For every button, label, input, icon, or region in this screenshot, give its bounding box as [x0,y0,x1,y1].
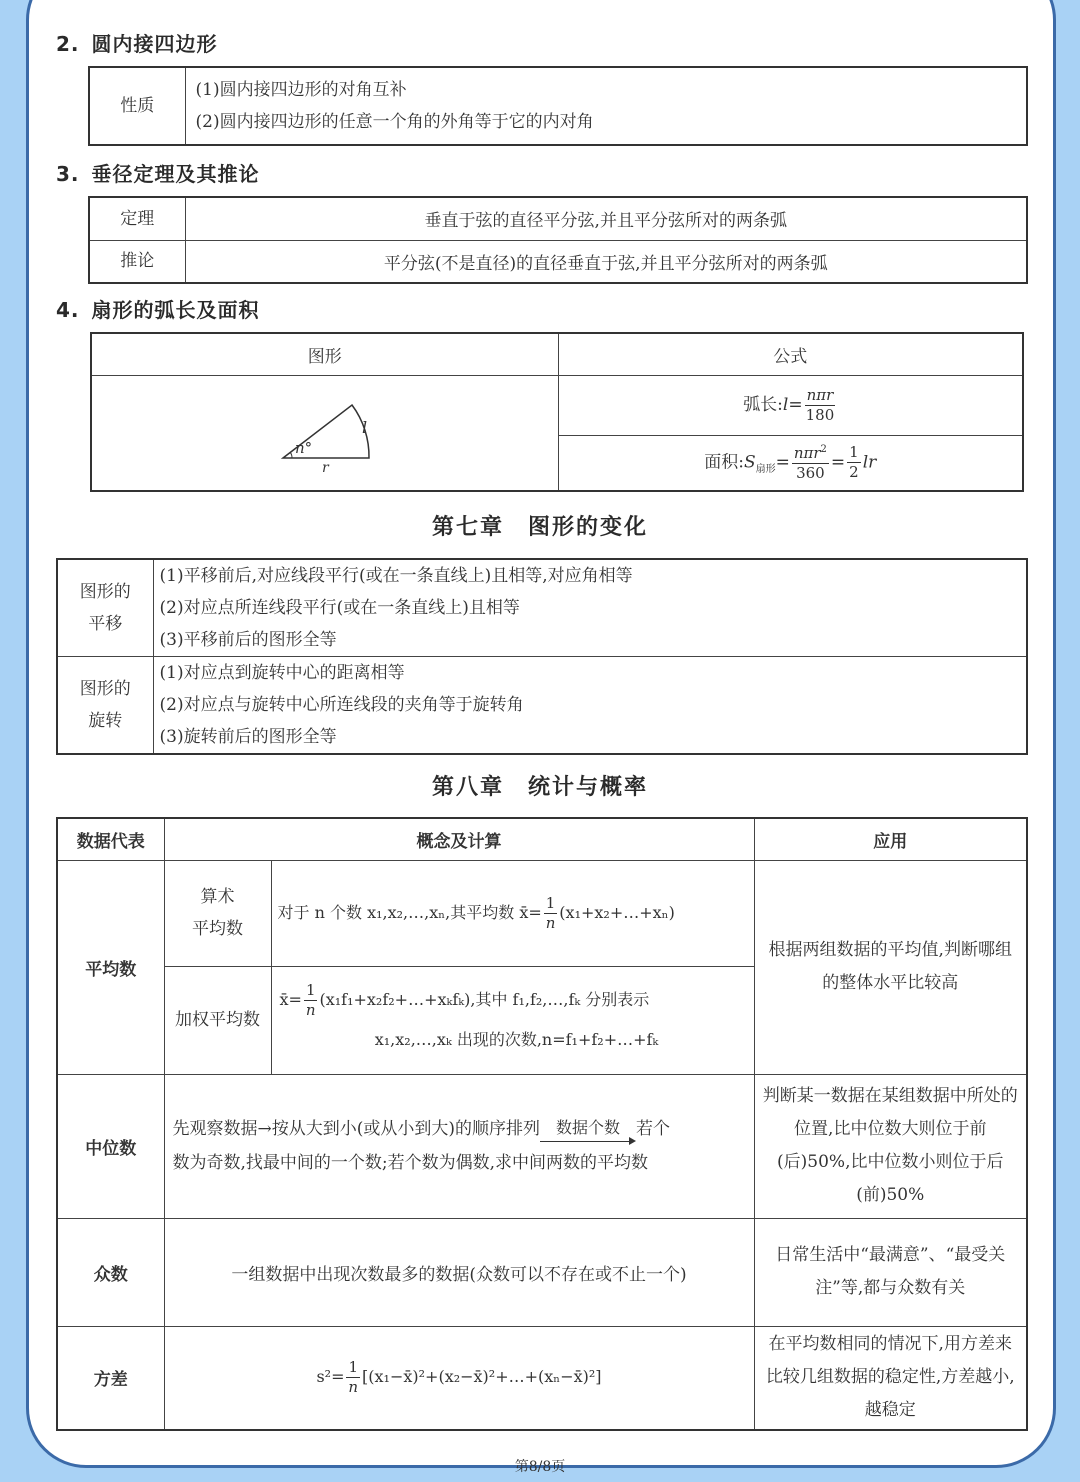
weighted-mean-formula [271,966,754,1074]
fraction [792,445,829,481]
label-line: 图形的 [79,679,131,699]
arc-length-formula: 弧长:l= $\frac{\text{nπr}}{180}$ [558,375,1023,435]
denominator: 180 [805,405,835,424]
numerator: 1 [849,443,859,462]
arrow-with-label [540,1120,636,1146]
numerator: nπr [806,385,834,404]
section-number: 2. [56,32,80,56]
statistics-table [56,817,1028,1431]
arith-mean-label [164,860,271,966]
row-label-translation [57,559,153,657]
section-title: 圆内接四边形 [91,32,218,56]
fraction [346,1360,360,1395]
property-item: (1)对应点到旋转中心的距离相等 [159,663,405,683]
sector-figure-cell [91,375,558,491]
description-text: 若个 [636,1119,671,1139]
sector-table [90,332,1024,492]
cyclic-quad-table [88,66,1028,146]
row-label: 推论 [89,240,185,283]
arrow-label: 数据个数 [556,1118,621,1137]
label-line: 旋转 [88,711,123,731]
denominator: n [545,913,556,932]
property-item: (2)对应点所连线段平行(或在一条直线上)且相等 [159,598,520,618]
chapter-8-title: 第八章 统计与概率 [431,775,648,800]
formula-text: x̄= [279,990,302,1009]
corollary-text: 平分弦(不是直径)的直径垂直于弦,并且平分弦所对的两条弧 [185,240,1027,283]
label-line: 平均数 [192,919,243,939]
row-label-median: 中位数 [57,1074,164,1218]
label-line: 平移 [88,614,123,634]
mode-description: 一组数据中出现次数最多的数据(众数可以不存在或不止一个) [164,1218,754,1326]
section-4-heading [56,294,260,323]
header-concept: 概念及计算 [164,818,754,860]
numerator: nπr [793,443,821,462]
denominator: n [305,1001,316,1019]
angle-label: n° [295,438,313,457]
row-label-mode: 众数 [57,1218,164,1326]
median-application: 判断某一数据在某组数据中所处的位置,比中位数大则位于前(后)50%,比中位数小则位于后(前)50% [754,1074,1027,1218]
section-number: 4. [56,298,80,322]
right-arrow-icon [540,1136,636,1146]
page-number: 第8/8页 [514,1459,566,1475]
variance-application: 在平均数相同的情况下,用方差来比较几组数据的稳定性,方差越小,越稳定 [754,1326,1027,1430]
fraction [847,445,861,480]
denominator: 2 [849,463,859,482]
section-title: 垂径定理及其推论 [91,162,260,186]
formula-lhs: l [782,394,789,415]
median-description [164,1074,754,1218]
row-label: 定理 [89,197,185,240]
header-formula: 公式 [558,333,1023,375]
perpendicular-diameter-table [88,196,1028,284]
numerator: 1 [305,981,316,999]
numerator: 1 [348,1358,359,1377]
superscript: 2 [820,443,827,455]
property-item: (1)平移前后,对应线段平行(或在一条直线上)且相等,对应角相等 [159,566,633,586]
row-label-rotation [57,657,153,755]
formula-label: 弧长: [743,394,783,415]
header-application: 应用 [754,818,1027,860]
arc-label: l [362,417,368,437]
row-label: 性质 [89,67,185,145]
row-label-mean: 平均数 [57,860,164,1074]
fraction [805,385,836,424]
subscript: 扇形 [755,463,776,475]
section-2-heading [56,28,218,57]
chapter-7-title: 第七章 图形的变化 [431,515,648,540]
header-figure: 图形 [91,333,558,375]
fraction [544,893,558,932]
denominator: 360 [796,463,825,482]
weighted-mean-label: 加权平均数 [164,966,271,1074]
property-item: (3)平移前后的图形全等 [159,630,337,650]
section-3-heading [56,158,260,187]
property-item: (3)旋转前后的图形全等 [159,727,337,747]
radius-label: r [322,459,329,476]
mode-application: 日常生活中“最满意”、“最受关注”等,都与众数有关 [754,1218,1027,1326]
formula-text: x₁,x₂,…,xₖ 出现的次数,n=f₁+f₂+…+fₖ [374,1030,659,1049]
formula-tail: lr [862,452,877,473]
property-item: (1)圆内接四边形的对角互补 [195,80,407,100]
transformation-table [56,558,1028,755]
numerator: 1 [545,893,556,912]
section-number: 3. [56,162,80,186]
formula-text: s²= [316,1367,345,1387]
header-data-representative: 数据代表 [57,818,164,860]
property-item: (2)对应点与旋转中心所连线段的夹角等于旋转角 [159,695,524,715]
variance-formula [164,1326,754,1430]
formula-text: (x₁f₁+x₂f₂+…+xₖfₖ),其中 f₁,f₂,…,fₖ 分别表示 [319,990,650,1009]
description-text: 先观察数据→按从大到小(或从小到大)的顺序排列 [172,1119,541,1139]
label-line: 算术 [200,887,235,907]
denominator: n [348,1378,359,1397]
formula-text: [(x₁−x̄)²+(x₂−x̄)²+…+(xₙ−x̄)²] [362,1367,602,1387]
row-label-variance: 方差 [57,1326,164,1430]
formula-text: 对于 n 个数 x₁,x₂,…,xₙ,其平均数 x̄= [277,902,542,922]
section-title: 扇形的弧长及面积 [91,298,260,322]
label-line: 图形的 [79,582,131,602]
property-item: (2)圆内接四边形的任意一个角的外角等于它的内对角 [195,112,594,132]
formula-label: 面积: [704,452,744,473]
mean-application: 根据两组数据的平均值,判断哪组的整体水平比较高 [754,860,1027,1074]
formula-lhs: S [743,452,756,473]
fraction [304,983,318,1018]
area-formula: 面积$:S_{扇形}=$ $\frac{n\pi r^2}{360}$ = $\frac{1}{2}$ lr [558,435,1023,491]
arith-mean-formula [271,860,754,966]
formula-text: (x₁+x₂+…+xₙ) [559,902,675,922]
theorem-text: 垂直于弦的直径平分弦,并且平分弦所对的两条弧 [185,197,1027,240]
description-text: 数为奇数,找最中间的一个数;若个数为偶数,求中间两数的平均数 [172,1153,649,1173]
